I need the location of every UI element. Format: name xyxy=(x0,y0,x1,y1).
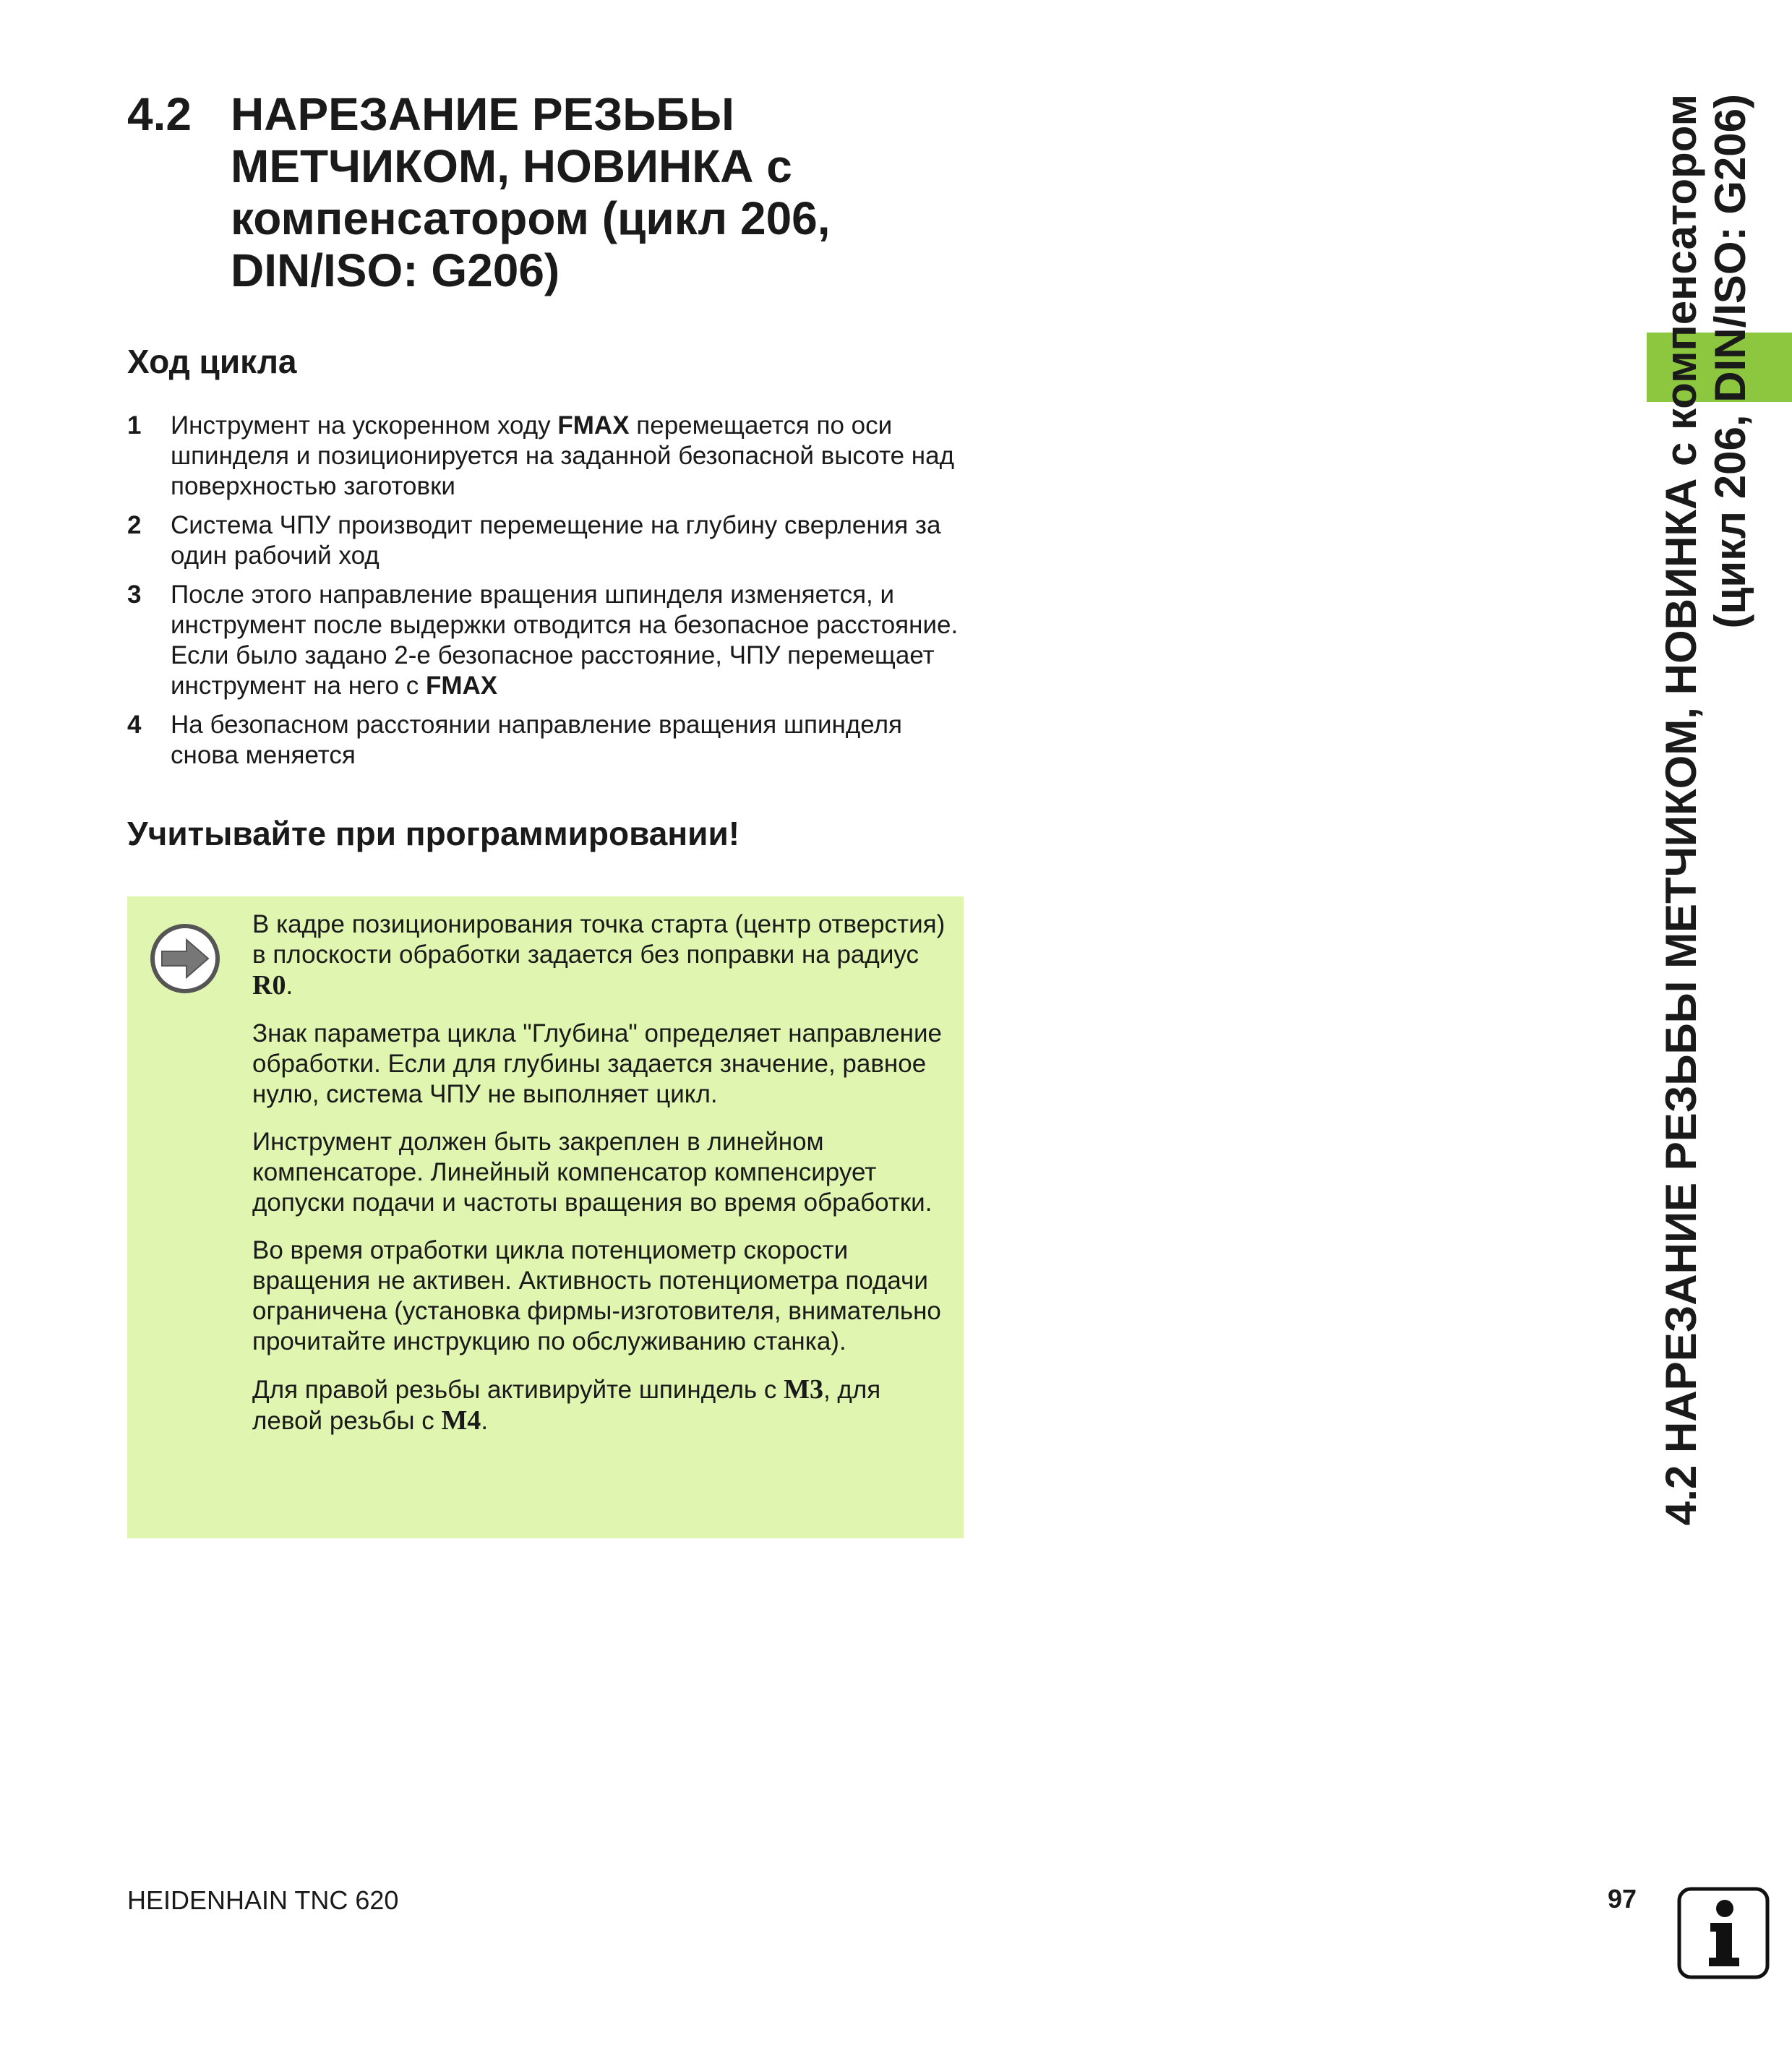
cycle-steps-list xyxy=(127,411,966,779)
step-number: 1 xyxy=(127,411,142,440)
cycle-heading: Ход цикла xyxy=(127,343,297,380)
note-text: , для левой резьбы с xyxy=(252,1376,881,1435)
step-number: 4 xyxy=(127,711,142,739)
note-paragraph xyxy=(252,1127,946,1218)
note-text: . xyxy=(286,972,293,1000)
note-text: Инструмент должен быть закреплен в линейном компенсаторе. Линейный компенсатор компенсирует допуски подачи и частоты вращения во время обработки. xyxy=(252,1128,933,1217)
notes-heading: Учитывайте при программировании! xyxy=(127,815,740,852)
note-paragraph xyxy=(252,909,946,1001)
step-text: После этого направление вращения шпинделя изменяется, и инструмент после выдержки отводится на безопасное расстояние. Если было задано 2-е безопасное расстояние, ЧПУ перемещает инструмент на него с xyxy=(171,580,959,700)
running-title-line-2: (цикл 206, DIN/ISO: G206) xyxy=(1706,94,1754,629)
list-item xyxy=(127,411,966,502)
keyword: FMAX xyxy=(425,672,498,700)
note-text: Знак параметра цикла "Глубина" определяет направление обработки. Если для глубины задается значение, равное нулю, система ЧПУ не выполняет цикл. xyxy=(252,1019,942,1108)
step-text: Инструмент на ускоренном ходу xyxy=(171,411,558,440)
programming-notes-box xyxy=(127,896,964,1538)
note-text: Для правой резьбы активируйте шпиндель с xyxy=(252,1376,784,1404)
code-term: R0 xyxy=(252,970,286,1001)
list-item xyxy=(127,710,966,771)
vertical-running-title xyxy=(1648,94,1764,1699)
list-item xyxy=(127,580,966,701)
section-title: НАРЕЗАНИЕ РЕЗЬБЫ МЕТЧИКОМ, НОВИНКА с компенсатором (цикл 206, DIN/ISO: G206) xyxy=(231,88,831,296)
note-paragraph xyxy=(252,1374,946,1436)
list-item xyxy=(127,510,966,571)
note-text: . xyxy=(481,1407,489,1435)
step-text: Система ЧПУ производит перемещение на глубину сверления за один рабочий ход xyxy=(171,511,941,570)
step-number: 2 xyxy=(127,511,142,539)
arrow-right-icon xyxy=(149,922,221,995)
page-number: 97 xyxy=(1608,1884,1637,1914)
step-text: перемещается по оси шпинделя и позиционируется на заданной безопасной высоте над поверхностью заготовки xyxy=(171,411,955,500)
step-number: 3 xyxy=(127,580,142,609)
step-text: На безопасном расстоянии направление вращения шпинделя снова меняется xyxy=(171,711,902,769)
note-text: Во время отработки цикла потенциометр скорости вращения не активен. Активность потенциометра подачи ограничена (установка фирмы-изготовителя, внимательно прочитайте инструкцию по обслуживанию станка). xyxy=(252,1236,941,1355)
code-term: M3 xyxy=(784,1374,823,1405)
running-title-line-1: 4.2 НАРЕЗАНИЕ РЕЗЬБЫ МЕТЧИКОМ, НОВИНКА с компенсатором xyxy=(1657,94,1705,1526)
code-term: M4 xyxy=(441,1405,481,1436)
footer-product-name: HEIDENHAIN TNC 620 xyxy=(127,1885,399,1915)
notes-list xyxy=(252,909,946,1454)
note-text: В кадре позиционирования точка старта (центр отверстия) в плоскости обработки задается без поправки на радиус xyxy=(252,910,946,969)
note-paragraph xyxy=(252,1235,946,1357)
keyword: FMAX xyxy=(557,411,630,440)
info-icon xyxy=(1677,1887,1770,1979)
note-paragraph xyxy=(252,1019,946,1110)
section-number: 4.2 xyxy=(127,88,192,140)
